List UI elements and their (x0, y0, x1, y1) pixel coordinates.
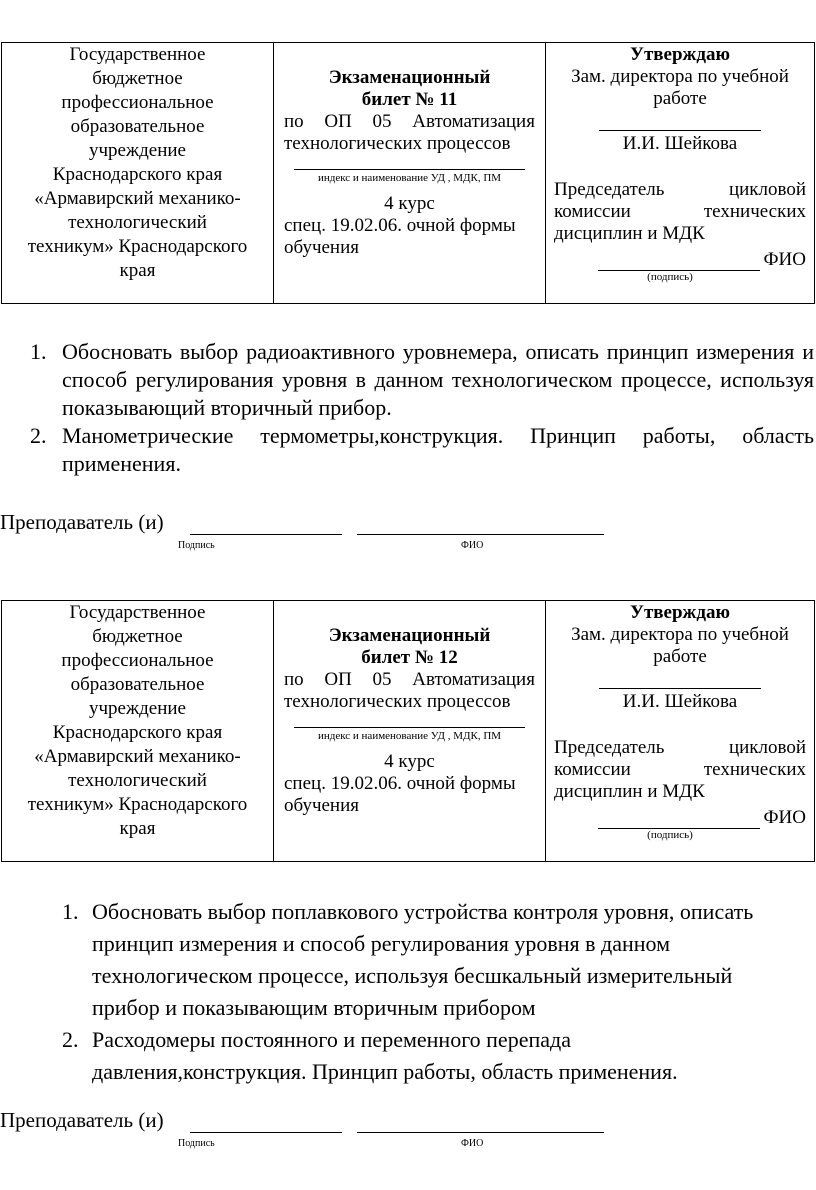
question-item (0, 896, 816, 1024)
org-line: образовательное (70, 116, 205, 137)
question-text: Обосновать выбор радиоактивного уровнемера, описать принцип измерения и способ регулирования уровня в данном технологическом процессе, используя показывающий вторичный прибор. (62, 339, 814, 420)
teacher-label: Преподаватель (и) (0, 1108, 164, 1132)
ticket-title-cell (274, 601, 546, 861)
question-text: Обосновать выбор поплавкового устройства контроля уровня, описать принцип измерения и способ регулирования уровня в данном технологическом процессе, используя бесшкальный измерительный прибор и показывающим вторичным прибором (92, 899, 754, 1020)
chair-line-2: комиссии технических (554, 759, 806, 780)
teacher-label: Преподаватель (и) (0, 510, 164, 534)
teacher-sign-caption: Подпись (178, 540, 215, 551)
index-underline (294, 169, 525, 170)
specialty: спец. 19.02.06. очной формы (284, 215, 516, 236)
question-number: 2. (62, 1027, 79, 1052)
study-form: обучения (284, 795, 360, 816)
discipline-line (284, 111, 535, 133)
organization-cell (2, 43, 274, 303)
ticket-header-table (1, 42, 815, 304)
chair-line-3: дисциплин и МДК (554, 781, 705, 802)
question-number: 1. (62, 899, 79, 924)
chair-line-1: Председатель цикловой (554, 737, 806, 758)
approve-position-2: работе (653, 646, 707, 667)
teacher-fio-caption: ФИО (461, 1138, 484, 1149)
ticket-number: билет № 12 (361, 647, 458, 668)
question-item (0, 338, 816, 422)
org-line: бюджетное (92, 626, 183, 647)
discipline-word: по (284, 669, 304, 690)
chair-fio: ФИО (763, 249, 806, 270)
org-line: образовательное (70, 674, 205, 695)
ticket-title: Экзаменационный (328, 67, 491, 88)
question-item (0, 1024, 816, 1088)
ticket-number: билет № 11 (361, 89, 458, 110)
org-line: технологический (68, 212, 207, 233)
question-number: 2. (30, 423, 47, 448)
ticket-header-table (1, 600, 815, 862)
index-caption: индекс и наименование УД , МДК, ПМ (317, 172, 502, 184)
approve-position-2: работе (653, 88, 707, 109)
specialty: спец. 19.02.06. очной формы (284, 773, 516, 794)
org-line: Краснодарского края (52, 164, 223, 185)
approve-name: И.И. Шейкова (622, 133, 738, 154)
discipline-word: 05 (372, 111, 392, 132)
org-line: учреждение (89, 698, 186, 719)
approve-name: И.И. Шейкова (622, 691, 738, 712)
approve-sign-line (599, 130, 761, 131)
ticket-title: Экзаменационный (328, 625, 491, 646)
approve-title: Утверждаю (630, 44, 730, 65)
discipline-word: Автоматизация (412, 669, 535, 690)
question-list (0, 896, 816, 1088)
chair-line-3: дисциплин и МДК (554, 223, 705, 244)
ticket-title-cell (274, 43, 546, 303)
discipline-line-2: технологических процессов (284, 133, 511, 154)
discipline-word: ОП (324, 669, 352, 690)
teacher-fio-line (357, 1132, 604, 1133)
chair-sign-row (554, 249, 806, 271)
course: 4 курс (384, 751, 435, 772)
org-line: края (119, 260, 156, 281)
org-line: Государственное (69, 44, 206, 65)
question-text: Манометрические термометры,конструкция. Принцип работы, область применения. (62, 423, 814, 476)
chair-line-2: комиссии технических (554, 201, 806, 222)
approval-cell (546, 43, 814, 303)
org-line: профессиональное (61, 650, 214, 671)
org-line: Краснодарского края (52, 722, 223, 743)
organization-cell (2, 601, 274, 861)
org-line: Государственное (69, 602, 206, 623)
approve-position: Зам. директора по учебной (571, 66, 789, 87)
chair-line-1: Председатель цикловой (554, 179, 806, 200)
index-caption: индекс и наименование УД , МДК, ПМ (317, 730, 502, 742)
question-text: Расходомеры постоянного и переменного перепада давления,конструкция. Принцип работы, область применения. (92, 1027, 678, 1084)
discipline-word: 05 (372, 669, 392, 690)
org-line: техникум» Краснодарского (27, 794, 248, 815)
teacher-sign-line (190, 1132, 342, 1133)
org-line: «Армавирский механико- (34, 188, 241, 209)
discipline-word: Автоматизация (412, 111, 535, 132)
index-underline (294, 727, 525, 728)
chair-sign-row (554, 807, 806, 829)
approve-title: Утверждаю (630, 602, 730, 623)
org-line: техникум» Краснодарского (27, 236, 248, 257)
teacher-fio-line (357, 534, 604, 535)
org-line: «Армавирский механико- (34, 746, 241, 767)
approve-sign-line (599, 688, 761, 689)
question-item (0, 422, 816, 478)
org-line: учреждение (89, 140, 186, 161)
teacher-fio-caption: ФИО (461, 540, 484, 551)
discipline-line-2: технологических процессов (284, 691, 511, 712)
study-form: обучения (284, 237, 360, 258)
org-line: края (119, 818, 156, 839)
approve-position: Зам. директора по учебной (571, 624, 789, 645)
question-number: 1. (30, 339, 47, 364)
org-line: бюджетное (92, 68, 183, 89)
course: 4 курс (384, 193, 435, 214)
chair-sign-caption: (подпись) (647, 271, 693, 283)
teacher-sign-caption: Подпись (178, 1138, 215, 1149)
discipline-word: ОП (324, 111, 352, 132)
chair-fio: ФИО (763, 807, 806, 828)
org-line: технологический (68, 770, 207, 791)
approval-cell (546, 601, 814, 861)
teacher-sign-line (190, 534, 342, 535)
org-line: профессиональное (61, 92, 214, 113)
discipline-word: по (284, 111, 304, 132)
chair-sign-caption: (подпись) (647, 829, 693, 841)
question-list (0, 338, 816, 478)
discipline-line (284, 669, 535, 691)
